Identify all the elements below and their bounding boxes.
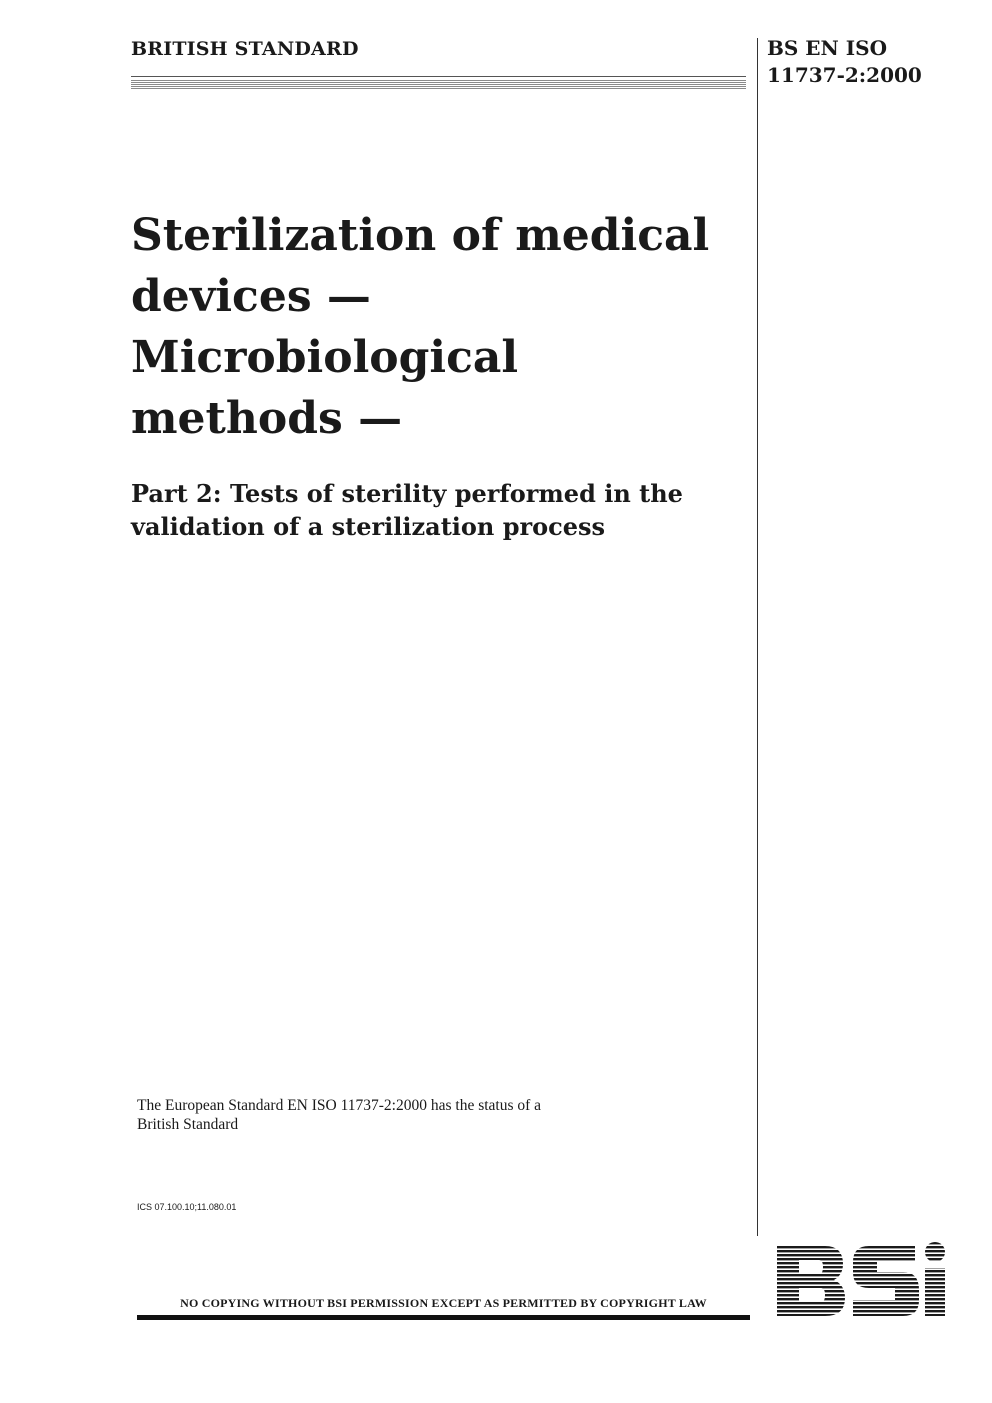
title-line: devices — — [131, 271, 371, 322]
status-note-line: British Standard — [137, 1116, 239, 1133]
subtitle-line: Part 2: Tests of sterility performed in the — [131, 479, 683, 508]
footer-rule — [137, 1315, 750, 1320]
title-line: Microbiological — [131, 332, 519, 383]
subtitle-line: validation of a sterilization process — [131, 512, 606, 541]
document-subtitle — [131, 477, 746, 543]
header-rule — [131, 80, 746, 89]
document-number-line2: 11737-2:2000 — [767, 63, 922, 87]
header-rule-top — [131, 76, 746, 77]
document-number-line1: BS EN ISO — [767, 36, 888, 60]
standard-type-label: BRITISH STANDARD — [131, 38, 359, 60]
copyright-notice: NO COPYING WITHOUT BSI PERMISSION EXCEPT AS PERMITTED BY COPYRIGHT LAW — [180, 1296, 707, 1310]
title-line: methods — — [131, 393, 403, 444]
document-number — [767, 35, 922, 89]
title-line: Sterilization of medical — [131, 210, 710, 261]
status-note — [137, 1096, 657, 1134]
document-title — [131, 205, 741, 449]
status-note-line: The European Standard EN ISO 11737-2:2000 has the status of a — [137, 1097, 542, 1114]
vertical-divider — [757, 38, 758, 1236]
ics-code: ICS 07.100.10;11.080.01 — [137, 1202, 237, 1212]
bsi-logo-icon — [773, 1238, 949, 1324]
